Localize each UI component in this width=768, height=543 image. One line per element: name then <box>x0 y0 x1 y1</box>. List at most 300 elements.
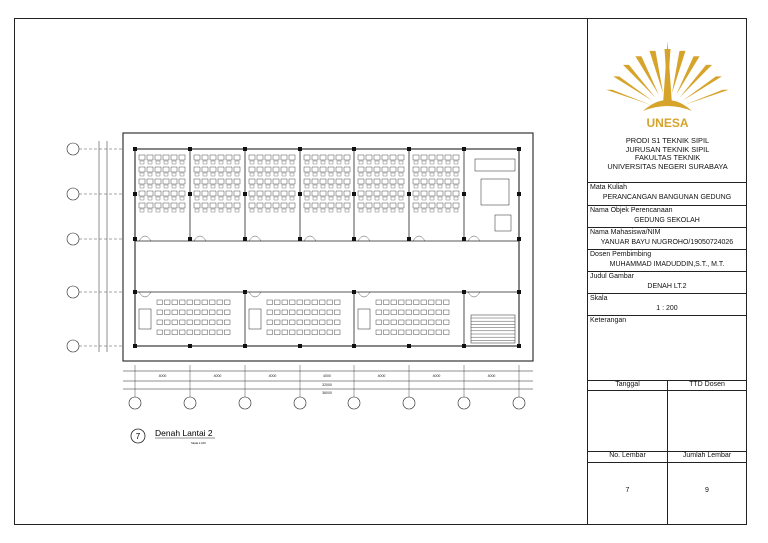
desk <box>429 191 435 196</box>
chair <box>282 185 286 188</box>
desk <box>358 179 364 184</box>
desk <box>171 167 177 172</box>
desk <box>399 320 405 325</box>
chair <box>274 209 278 212</box>
view-title: Denah Lantai 2 <box>155 428 213 438</box>
column-4-1 <box>352 192 356 196</box>
chair <box>164 209 168 212</box>
object-value: GEDUNG SEKOLAH <box>634 217 700 224</box>
desk <box>390 155 396 160</box>
column-5-1 <box>407 192 411 196</box>
chair <box>274 197 278 200</box>
grid-bubble-col-2 <box>239 397 251 409</box>
desk <box>384 300 390 305</box>
chair <box>227 185 231 188</box>
desk <box>335 330 341 335</box>
chair <box>258 173 262 176</box>
desk <box>172 300 178 305</box>
desk <box>398 155 404 160</box>
drawing-area <box>15 19 587 524</box>
chair <box>383 209 387 212</box>
chair <box>414 185 418 188</box>
desk <box>382 155 388 160</box>
desk <box>366 191 372 196</box>
chair <box>172 197 176 200</box>
desk <box>234 191 240 196</box>
chair <box>250 161 254 164</box>
desk <box>265 167 271 172</box>
chair <box>359 197 363 200</box>
chair <box>359 185 363 188</box>
chair <box>195 173 199 176</box>
desk <box>320 300 326 305</box>
chair <box>430 209 434 212</box>
desk <box>327 320 333 325</box>
desk <box>304 167 310 172</box>
desk <box>234 179 240 184</box>
chair <box>140 197 144 200</box>
column-1-2 <box>188 237 192 241</box>
desk <box>282 320 288 325</box>
door-arc-top-2 <box>249 236 261 241</box>
chair <box>391 185 395 188</box>
desk <box>384 310 390 315</box>
chair <box>250 209 254 212</box>
desk <box>437 179 443 184</box>
desk <box>147 167 153 172</box>
desk <box>155 203 161 208</box>
grid-bubble-col-0 <box>129 397 141 409</box>
desk <box>390 167 396 172</box>
chair <box>156 161 160 164</box>
desk <box>312 310 318 315</box>
chair <box>438 161 442 164</box>
desk <box>210 155 216 160</box>
chair <box>329 161 333 164</box>
chair <box>203 161 207 164</box>
desk <box>234 167 240 172</box>
chair <box>180 185 184 188</box>
column-4-2 <box>352 237 356 241</box>
chair <box>172 185 176 188</box>
chair <box>219 209 223 212</box>
desk <box>282 300 288 305</box>
chair <box>375 209 379 212</box>
chair <box>329 173 333 176</box>
chair <box>446 185 450 188</box>
desk <box>267 320 273 325</box>
desk <box>157 320 163 325</box>
chair <box>337 197 341 200</box>
grid-bubble-row-3 <box>67 286 79 298</box>
desk <box>249 155 255 160</box>
chair <box>211 185 215 188</box>
desk <box>147 179 153 184</box>
chair <box>227 209 231 212</box>
chair <box>274 161 278 164</box>
chair <box>235 161 239 164</box>
desk <box>391 320 397 325</box>
chair <box>164 161 168 164</box>
chair <box>290 197 294 200</box>
course-label: Mata Kuliah <box>588 182 746 192</box>
chair <box>345 209 349 212</box>
chair <box>274 185 278 188</box>
desk <box>344 191 350 196</box>
chair <box>148 185 152 188</box>
desk <box>414 320 420 325</box>
desk <box>218 155 224 160</box>
desk <box>366 179 372 184</box>
desk <box>139 167 145 172</box>
chair <box>313 173 317 176</box>
span-dimension-label: 4000 <box>323 374 331 378</box>
chair <box>422 197 426 200</box>
desk <box>414 310 420 315</box>
desk <box>312 155 318 160</box>
span-dimension-label: 4000 <box>213 374 222 378</box>
chair <box>321 209 325 212</box>
desk <box>421 330 427 335</box>
chair <box>367 173 371 176</box>
chair <box>227 173 231 176</box>
desk <box>289 191 295 196</box>
desk <box>180 320 186 325</box>
chair <box>156 197 160 200</box>
desk <box>429 167 435 172</box>
chair <box>282 173 286 176</box>
logo-brand-text: UNESA <box>646 116 689 130</box>
institution-block <box>588 137 747 171</box>
desk <box>429 203 435 208</box>
desk <box>249 203 255 208</box>
chair <box>219 161 223 164</box>
chair <box>454 173 458 176</box>
chair <box>140 161 144 164</box>
column-3-2 <box>298 237 302 241</box>
desk <box>358 155 364 160</box>
desk <box>376 330 382 335</box>
chair <box>290 209 294 212</box>
desk <box>327 310 333 315</box>
desk <box>281 191 287 196</box>
desk <box>290 330 296 335</box>
desk <box>382 191 388 196</box>
grid-bubble-col-3 <box>294 397 306 409</box>
drawing-title-value: DENAH LT.2 <box>647 283 687 290</box>
chair <box>290 185 294 188</box>
chair <box>195 209 199 212</box>
chair <box>164 185 168 188</box>
desk <box>194 155 200 160</box>
chair <box>375 185 379 188</box>
chair <box>250 173 254 176</box>
desk <box>210 320 216 325</box>
chair <box>383 161 387 164</box>
span-dimension-label: 4000 <box>377 374 386 378</box>
drawing-title-label: Judul Gambar <box>588 271 746 281</box>
desk <box>163 155 169 160</box>
column-0-1 <box>133 192 137 196</box>
desk <box>406 330 412 335</box>
desk <box>147 203 153 208</box>
chair <box>219 185 223 188</box>
desk <box>202 191 208 196</box>
desk <box>421 320 427 325</box>
desk <box>320 330 326 335</box>
chair <box>359 161 363 164</box>
chair <box>305 209 309 212</box>
desk <box>147 155 153 160</box>
chair <box>367 185 371 188</box>
desk <box>366 203 372 208</box>
chair <box>391 209 395 212</box>
chair <box>180 209 184 212</box>
desk <box>304 155 310 160</box>
desk <box>336 167 342 172</box>
chair <box>203 185 207 188</box>
chair <box>399 185 403 188</box>
chair <box>391 161 395 164</box>
desk <box>358 191 364 196</box>
desk <box>336 155 342 160</box>
logo-ray <box>672 51 686 94</box>
desk <box>398 191 404 196</box>
desk <box>335 310 341 315</box>
desk <box>265 155 271 160</box>
column-1-4 <box>188 344 192 348</box>
chair <box>337 209 341 212</box>
chair <box>156 209 160 212</box>
column-6-2 <box>462 237 466 241</box>
desk <box>218 203 224 208</box>
chair <box>258 185 262 188</box>
sheet-number-value: 7 <box>625 487 630 494</box>
desk <box>195 310 201 315</box>
column-4-3 <box>352 290 356 294</box>
sheet-number-label: No. Lembar <box>609 452 646 459</box>
desk <box>436 330 442 335</box>
desk <box>210 203 216 208</box>
logo-ray <box>606 90 650 105</box>
chair <box>282 161 286 164</box>
chair <box>203 209 207 212</box>
desk <box>202 310 208 315</box>
desk <box>157 300 163 305</box>
chair <box>148 161 152 164</box>
chair <box>258 161 262 164</box>
column-6-4 <box>462 344 466 348</box>
chair <box>454 161 458 164</box>
chair <box>266 209 270 212</box>
sheet-total-label: Jumlah Lembar <box>682 452 732 459</box>
desk <box>421 203 427 208</box>
desk <box>194 179 200 184</box>
desk <box>194 191 200 196</box>
desk <box>398 167 404 172</box>
chair <box>305 197 309 200</box>
desk <box>437 155 443 160</box>
desk <box>172 330 178 335</box>
chair <box>383 185 387 188</box>
chair <box>446 161 450 164</box>
chair <box>321 173 325 176</box>
door-arc-bottom-2 <box>358 292 370 297</box>
desk <box>406 320 412 325</box>
desk <box>384 320 390 325</box>
desk <box>257 179 263 184</box>
desk <box>195 320 201 325</box>
chair <box>258 197 262 200</box>
desk <box>275 300 281 305</box>
callout-number: 7 <box>135 432 141 441</box>
desk <box>187 320 193 325</box>
door-arc-top-0 <box>139 236 151 241</box>
chair <box>164 173 168 176</box>
desk <box>327 300 333 305</box>
desk <box>328 191 334 196</box>
desk <box>374 155 380 160</box>
chair <box>282 209 286 212</box>
desk <box>187 330 193 335</box>
chair <box>266 185 270 188</box>
desk <box>453 155 459 160</box>
chair <box>391 197 395 200</box>
chair <box>367 209 371 212</box>
desk <box>217 330 223 335</box>
desk <box>320 310 326 315</box>
chair <box>422 173 426 176</box>
column-7-4 <box>517 344 521 348</box>
desk <box>273 155 279 160</box>
desk <box>382 203 388 208</box>
structural-frame <box>135 149 519 346</box>
column-7-3 <box>517 290 521 294</box>
chair <box>140 173 144 176</box>
chair <box>321 161 325 164</box>
desk <box>226 179 232 184</box>
desk <box>171 203 177 208</box>
desk <box>421 179 427 184</box>
chair <box>258 209 262 212</box>
desk <box>171 191 177 196</box>
chair <box>211 209 215 212</box>
desk <box>429 310 435 315</box>
grid-bubble-col-1 <box>184 397 196 409</box>
advisor-label: Dosen Pembimbing <box>588 249 746 259</box>
chair <box>156 185 160 188</box>
desk <box>421 167 427 172</box>
chair <box>367 161 371 164</box>
chair <box>313 197 317 200</box>
desk <box>194 167 200 172</box>
desk <box>399 310 405 315</box>
chair <box>337 185 341 188</box>
desk <box>225 310 231 315</box>
desk <box>273 179 279 184</box>
desk <box>165 310 171 315</box>
desk <box>267 330 273 335</box>
chair <box>195 161 199 164</box>
desk <box>249 179 255 184</box>
chair <box>345 185 349 188</box>
desk <box>289 167 295 172</box>
chair <box>195 185 199 188</box>
desk <box>445 155 451 160</box>
desk <box>225 300 231 305</box>
chair <box>305 185 309 188</box>
desk <box>210 330 216 335</box>
desk <box>218 191 224 196</box>
desk <box>444 330 450 335</box>
object-label: Nama Objek Perencanaan <box>588 205 746 215</box>
desk <box>139 155 145 160</box>
desk <box>429 320 435 325</box>
desk <box>312 167 318 172</box>
scale-value: 1 : 200 <box>656 305 678 312</box>
desk <box>275 310 281 315</box>
chair <box>195 197 199 200</box>
desk <box>165 300 171 305</box>
chair <box>180 161 184 164</box>
desk <box>320 320 326 325</box>
desk <box>281 203 287 208</box>
desk <box>305 330 311 335</box>
desk <box>328 167 334 172</box>
desk <box>210 191 216 196</box>
chair <box>227 197 231 200</box>
desk <box>226 203 232 208</box>
chair <box>156 173 160 176</box>
chair <box>375 173 379 176</box>
desk <box>406 300 412 305</box>
chair <box>359 209 363 212</box>
chair <box>414 209 418 212</box>
desk <box>165 330 171 335</box>
door-arc-top-1 <box>194 236 206 241</box>
title-block <box>587 19 746 524</box>
desk <box>320 179 326 184</box>
desk <box>195 300 201 305</box>
chair <box>337 161 341 164</box>
stair-outline <box>471 315 515 343</box>
chair <box>140 185 144 188</box>
chair <box>430 197 434 200</box>
desk <box>249 167 255 172</box>
desk <box>304 203 310 208</box>
desk <box>421 300 427 305</box>
desk <box>265 191 271 196</box>
chair <box>148 197 152 200</box>
desk <box>414 300 420 305</box>
chair <box>180 197 184 200</box>
grid-bubble-row-2 <box>67 233 79 245</box>
desk <box>312 191 318 196</box>
desk <box>453 167 459 172</box>
desk <box>202 167 208 172</box>
student-label: Nama Mahasiswa/NIM <box>588 227 746 237</box>
total-dimension-label-2: 36000 <box>322 391 332 395</box>
logo-center-spike <box>663 41 672 104</box>
desk <box>327 330 333 335</box>
desk <box>265 179 271 184</box>
desk <box>328 179 334 184</box>
desk <box>155 167 161 172</box>
desk <box>218 167 224 172</box>
chair <box>172 173 176 176</box>
desk <box>304 191 310 196</box>
chair <box>399 197 403 200</box>
